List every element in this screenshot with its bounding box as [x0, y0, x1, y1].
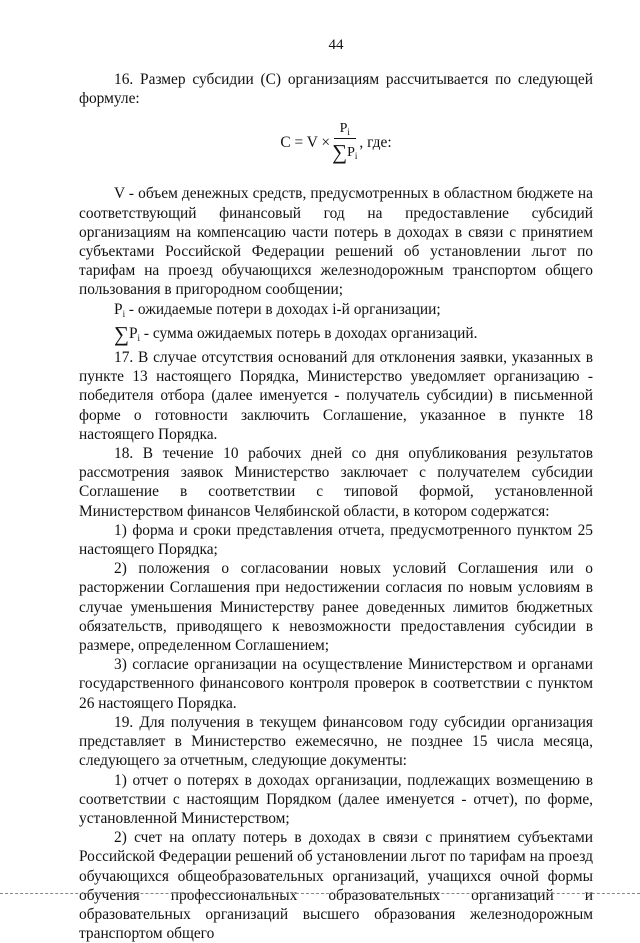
- formula-numerator-symbol: P: [339, 121, 348, 137]
- sum-symbol: P: [128, 324, 138, 342]
- paragraph-19: 19. Для получения в текущем финансовом году субсидии организация представляет в Министерство ежемесячно, не позднее 15 числа месяца, следующего за отчетным, следующие документы:: [79, 713, 593, 770]
- sigma-symbol: ∑: [332, 140, 348, 165]
- paragraph-16-intro: 16. Размер субсидии (С) организациям рассчитывается по следующей формуле:: [79, 71, 593, 108]
- definition-v: V - объем денежных средств, предусмотренных в областном бюджете на соответствующий финансовый год на предоставление субсидий организациям на компенсацию части потерь в доходах в связи с принятием субъектами Российской Федерации решений об установлении льгот по тарифам на проезд обучающихся железнодорожным транспортом общего пользования в пригородном сообщении;: [79, 185, 593, 299]
- formula-numerator: [334, 121, 356, 139]
- formula-denominator-sub: i: [354, 151, 358, 162]
- sigma-symbol: ∑: [114, 321, 129, 346]
- paragraph-17: 17. В случае отсутствия оснований для отклонения заявки, указанных в пункте 13 настоящего Порядка, Министерство уведомляет организацию - победителя отбора (далее именуется - получатель субсидии) в письменной форме о готовности заключить Соглашение, указанное в пункте 18 настоящего Порядка.: [79, 349, 593, 443]
- sum-text: - сумма ожидаемых потерь в доходах организаций.: [140, 324, 478, 342]
- paragraph-18: 18. В течение 10 рабочих дней со дня опубликования результатов рассмотрения заявок Министерство заключает с получателем субсидии Соглашение в соответствии с типовой формой, установленной Министерством финансов Челябинской области, в котором содержатся:: [79, 445, 593, 520]
- definition-pi: [79, 300, 593, 324]
- paragraph-18-item: 2) положения о согласовании новых условий Соглашения или о расторжении Соглашения при недостижении согласия по новым условиям в случае уменьшения Министерству ранее доведенных лимитов бюджетных обязательств, приводящего к невозможности предоставления субсидии в размере, определенном Соглашением;: [79, 560, 593, 655]
- paragraph-19-item: 1) отчет о потерях в доходах организации, подлежащих возмещению в соответствии с настоящим Порядком (далее именуется - отчет), по форме, установленной Министерством;: [79, 771, 593, 827]
- pi-sub: i: [122, 308, 126, 319]
- pi-text: - ожидаемые потери в доходах i-й организации;: [125, 300, 441, 318]
- formula-lhs: C = V ×: [280, 134, 331, 152]
- formula-fraction: [332, 121, 357, 165]
- subsidy-formula: [79, 114, 593, 172]
- pi-symbol: P: [114, 300, 123, 318]
- sum-sub: i: [137, 332, 141, 343]
- formula-numerator-sub: i: [347, 127, 350, 138]
- paragraph-18-item: 3) согласие организации на осуществление Министерством и органами государственного финансового контроля проверок в соответствии с пунктом 26 настоящего Порядка.: [79, 656, 593, 712]
- document-page: [79, 36, 593, 943]
- bottom-scan-edge: [0, 893, 640, 894]
- definition-sum: [79, 321, 593, 348]
- formula-tail: , где:: [359, 134, 392, 152]
- paragraph-19-item: 2) счет на оплату потерь в доходах в связи с принятием субъектами Российской Федерации решений об установлении льгот по тарифам на проезд обучающихся общеобразовательных организаций, учащихся очной формы обучения профессиональных образовательных организаций и образовательных организаций высшего образования железнодорожным транспортом общего: [79, 829, 593, 943]
- formula-denominator-symbol: P: [347, 145, 355, 161]
- formula-denominator: [332, 139, 357, 165]
- page-number: 44: [328, 37, 344, 53]
- paragraph-18-item: 1) форма и сроки представления отчета, предусмотренного пунктом 25 настоящего Порядка;: [79, 521, 593, 559]
